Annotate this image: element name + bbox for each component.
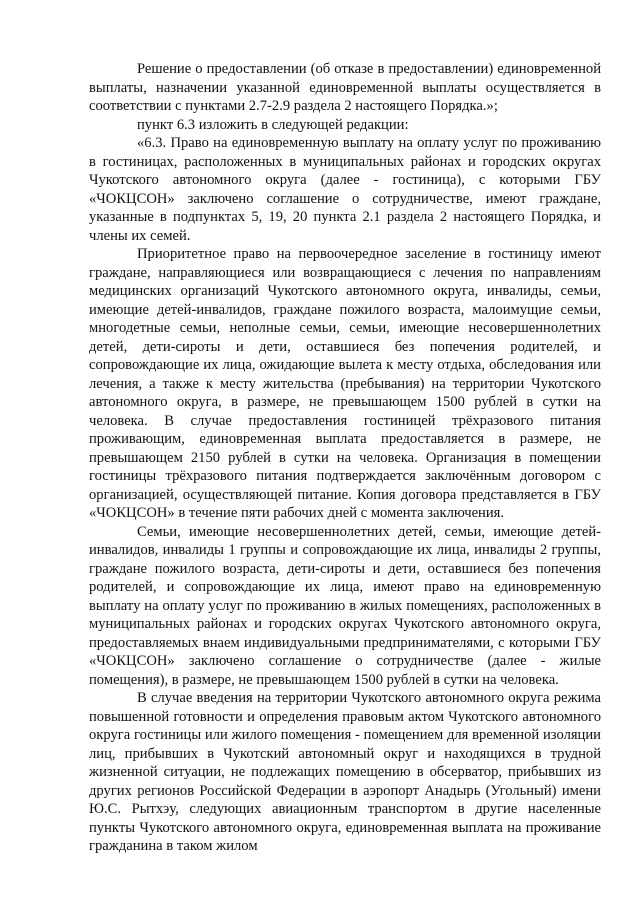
document-page <box>89 60 601 856</box>
paragraph-amendment-intro: пункт 6.3 изложить в следующей редакции: <box>137 116 409 133</box>
paragraph-readiness-regime: В случае введения на территории Чукотского автономного округа режима повышенной готовности и определения правовым актом Чукотского автономного округа гостиницы или жилого помещения - помещением для временной изоляции лиц, прибывших в Чукотский автономный округ и находящихся в трудной жизненной ситуации, не подлежащих помещению в обсерватор, прибывших из других регионов Российской Федерации в аэропорт Анадырь (Угольный) имени Ю.С. Рытхэу, следующих авиационным транспортом в другие населенные пункты Чукотского автономного округа, единовременная выплата на проживание гражданина в таком жилом <box>89 690 601 854</box>
paragraph-clause-6-3: «6.3. Право на единовременную выплату на оплату услуг по проживанию в гостиницах, расположенных в муниципальных районах и городских округах Чукотского автономного округа (далее - гостиница), с которыми ГБУ «ЧОКЦСОН» заключено соглашение о сотрудничестве, имеют граждане, указанные в подпунктах 5, 19, 20 пункта 2.1 раздела 2 настоящего Порядка, и члены их семей. <box>89 135 601 244</box>
paragraph-decision: Решение о предоставлении (об отказе в предоставлении) единовременной выплаты, назначении указанной единовременной выплаты осуществляется в соответствии с пунктами 2.7-2.9 раздела 2 настоящего Порядка.»; <box>89 61 601 114</box>
paragraph-priority-right: Приоритетное право на первоочередное заселение в гостиницу имеют граждане, направляющиеся или возвращающиеся с лечения по направлениям медицинских организаций Чукотского автономного округа, инвалиды, семьи, имеющие детей-инвалидов, граждане пожилого возраста, малоимущие семьи, многодетные семьи, неполные семьи, семьи, имеющие несовершеннолетних детей, дети-сироты и дети, оставшиеся без попечения родителей, и сопровождающие их лица, ожидающие вылета к месту отдыха, обследования или лечения, а также к месту жительства (пребывания) на территории Чукотского автономного округа, в размере, не превышающем 1500 рублей в сутки на человека. В случае предоставления гостиницей трёхразового питания проживающим, единовременная выплата предоставляется в размере, не превышающем 2150 рублей в сутки на человека. Организация в помещении гостиницы трёхразового питания подтверждается заключённым договором с организацией, осуществляющей питание. Копия договора представляется в ГБУ «ЧОКЦСОН» в течение пяти рабочих дней с момента заключения. <box>89 246 601 521</box>
paragraph-families-housing: Семьи, имеющие несовершеннолетних детей, семьи, имеющие детей-инвалидов, инвалиды 1 группы и сопровождающие их лица, инвалиды 2 группы, граждане пожилого возраста, дети-сироты и дети, оставшиеся без попечения родителей, и сопровождающие их лица, имеют право на единовременную выплату на оплату услуг по проживанию в жилых помещениях, расположенных в муниципальных районах и городских округах Чукотского автономного округа, предоставляемых внаем индивидуальными предпринимателями, с которыми ГБУ «ЧОКЦСОН» заключено соглашение о сотрудничестве (далее - жилые помещения), в размере, не превышающем 1500 рублей в сутки на человека. <box>89 523 601 688</box>
